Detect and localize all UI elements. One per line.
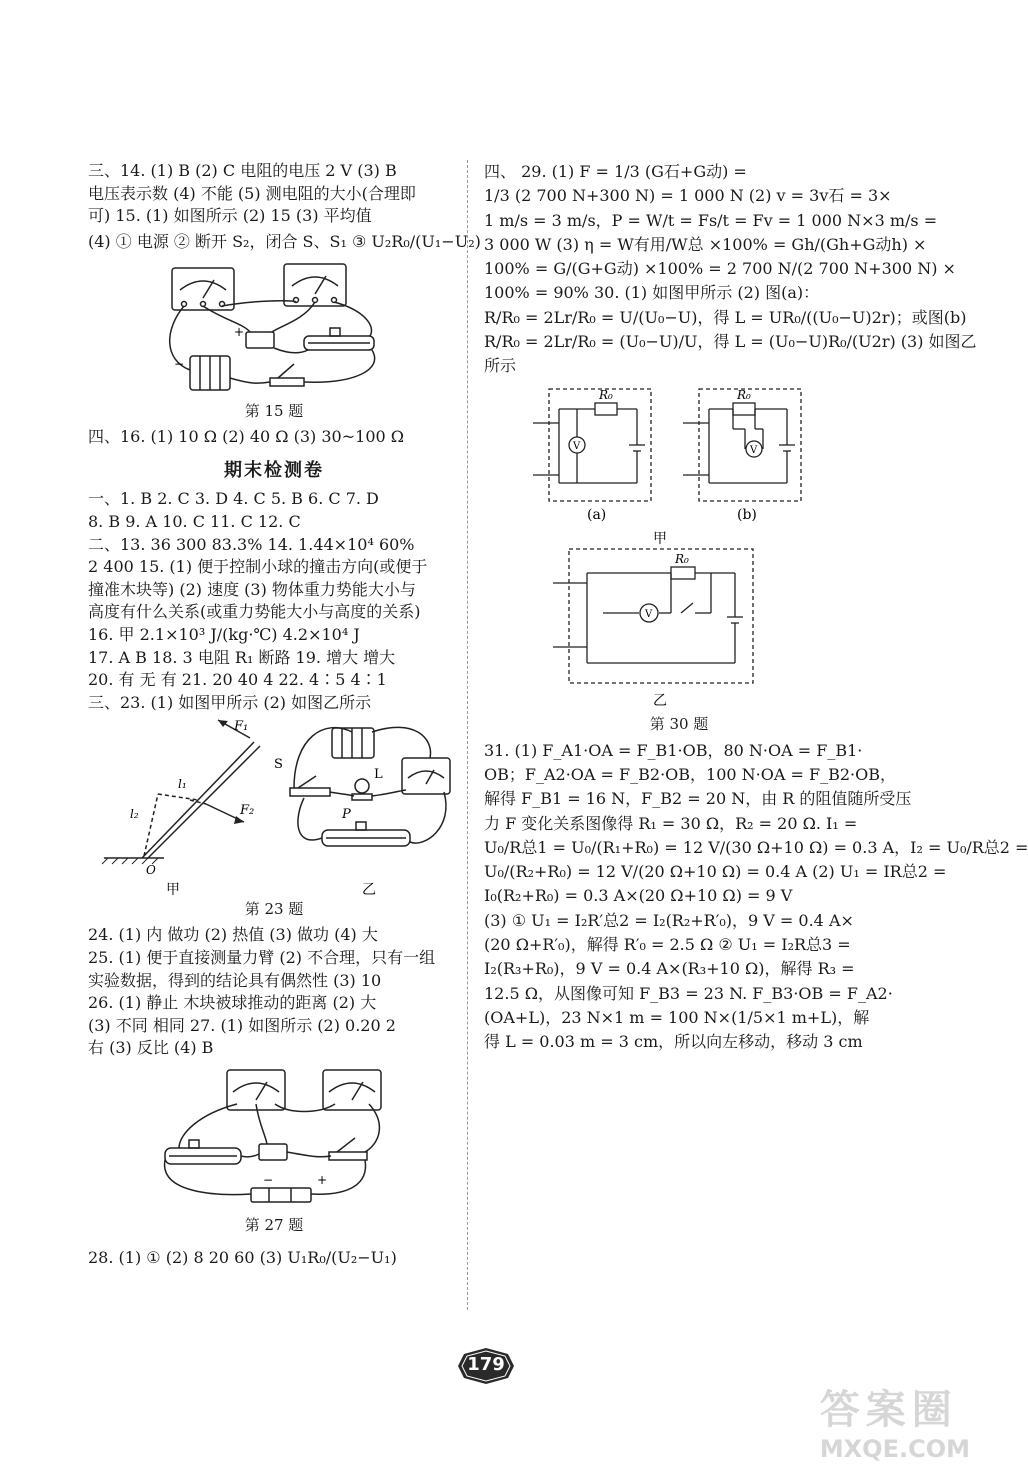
label-v: V <box>645 608 653 620</box>
label-r0: R₀ <box>675 551 689 566</box>
answer-line: 17. A B 18. 3 电阻 R₁ 断路 19. 增大 增大 <box>88 647 396 667</box>
answer-line: 26. (1) 静止 木块被球推动的距离 (2) 大 <box>88 993 377 1013</box>
column-divider <box>467 160 468 1310</box>
label-r0: R₀ <box>737 387 751 402</box>
answer-line: 28. (1) ① (2) 8 20 60 (3) U₁R₀/(U₂−U₁) <box>88 1247 397 1267</box>
figure-23 <box>94 718 454 898</box>
answer-line: 8. B 9. A 10. C 11. C 12. C <box>88 511 301 531</box>
label-s: S <box>274 757 283 773</box>
answer-line: 可) 15. (1) 如图所示 (2) 15 (3) 平均值 <box>88 206 372 226</box>
answer-line: R/R₀ = 2Lr/R₀ = U/(U₀−U)，得 L = UR₀/((U₀−U)2r)；或图(b) <box>484 307 967 327</box>
watermark <box>820 1378 970 1463</box>
answer-line: 右 (3) 反比 (4) B <box>88 1038 214 1058</box>
answer-line: 3 000 W (3) η = W有用/W总 ×100% = Gh/(Gh+G动h) × <box>484 234 927 254</box>
label-yi: 乙 <box>653 692 667 709</box>
figure-27-circuit <box>159 1064 389 1214</box>
watermark-title: 答案圈 <box>819 1387 958 1433</box>
label-v: V <box>750 444 758 456</box>
label-yi: 乙 <box>362 882 376 899</box>
answer-line: 100% = G/(G+G动) ×100% = 2 700 N/(2 700 N+300 N) × <box>484 259 956 279</box>
answer-line: 撞准木块等) (2) 速度 (3) 物体重力势能大小与 <box>88 579 416 599</box>
answer-line: 得 L = 0.03 m = 3 cm，所以向左移动，移动 3 cm <box>484 1032 863 1052</box>
label-p: P <box>342 807 351 823</box>
figure-30-circuits <box>529 383 829 713</box>
answer-line: 电压表示数 (4) 不能 (5) 测电阻的大小(合理即 <box>88 183 416 203</box>
label-o: O <box>146 863 156 878</box>
figure-caption: 第 23 题 <box>244 900 304 919</box>
label-l2: l₂ <box>130 807 139 822</box>
svg-text:+: + <box>234 324 245 339</box>
answer-line: 解得 F_B1 = 16 N，F_B2 = 20 N，由 R 的阻值随所受压 <box>484 789 912 809</box>
section-title: 期末检测卷 <box>224 460 324 482</box>
answer-line: R/R₀ = 2Lr/R₀ = (U₀−U)/U，得 L = (U₀−U)R₀/(U2r) (3) 如图乙 <box>484 332 977 352</box>
answer-line: OB；F_A2·OA = F_B2·OB，100 N·OA = F_B2·OB， <box>484 764 897 784</box>
answer-line: 25. (1) 便于直接测量力臂 (2) 不合理，只有一组 <box>88 947 436 967</box>
answer-line: I₂(R₃+R₀)，9 V = 0.4 A×(R₃+10 Ω)，解得 R₃ = <box>484 959 855 979</box>
answer-line: (3) 不同 相同 27. (1) 如图所示 (2) 0.20 2 <box>88 1015 396 1035</box>
label-r0: R₀ <box>599 387 613 402</box>
label-a: (a) <box>587 506 607 523</box>
right-column <box>484 160 1028 1055</box>
figure-caption: 第 27 题 <box>244 1215 304 1234</box>
answer-line: 20. 有 无 有 21. 20 40 4 22. 4∶5 4∶1 <box>88 670 387 690</box>
label-f2: F₂ <box>240 803 255 819</box>
answer-line: (3) ① U₁ = I₂R′总2 = I₂(R₂+R′₀)，9 V = 0.4 A× <box>484 910 854 930</box>
answer-line: U₀/R总1 = U₀/(R₁+R₀) = 12 V/(30 Ω+10 Ω) = 0.3 A，I₂ = U₀/R总2 = <box>484 837 1028 857</box>
answer-line: 24. (1) 内 做功 (2) 热值 (3) 做功 (4) 大 <box>88 925 378 945</box>
answer-line: 四、16. (1) 10 Ω (2) 40 Ω (3) 30~100 Ω <box>88 426 405 446</box>
answer-line: U₀/(R₂+R₀) = 12 V/(20 Ω+10 Ω) = 0.4 A (2) U₁ = IR总2 = <box>484 862 947 882</box>
answer-line: 二、13. 36 300 83.3% 14. 1.44×10⁴ 60% <box>88 534 415 554</box>
answer-line: 力 F 变化关系图像得 R₁ = 30 Ω，R₂ = 20 Ω. I₁ = <box>484 813 858 833</box>
answer-line: 四、 29. (1) F = 1/3 (G石+G动) = <box>484 162 747 181</box>
answer-line: (20 Ω+R′₀)，解得 R′₀ = 2.5 Ω ② U₁ = I₂R总3 = <box>484 935 851 955</box>
figure-caption: 第 30 题 <box>649 714 709 733</box>
watermark-url: MXQE.COM <box>819 1435 970 1463</box>
answer-line: 31. (1) F_A1·OA = F_B1·OB，80 N·OA = F_B1· <box>484 740 863 760</box>
answer-line: 2 400 15. (1) 便于控制小球的撞击方向(或便于 <box>88 557 428 577</box>
answer-line: 100% = 90% 30. (1) 如图甲所示 (2) 图(a)： <box>484 283 820 303</box>
figure-caption: 第 15 题 <box>244 401 304 420</box>
label-b: (b) <box>737 506 757 523</box>
answer-line: 1 m/s = 3 m/s，P = W/t = Fs/t = Fv = 1 000 N×3 m/s = <box>484 210 938 230</box>
answer-line: 1/3 (2 700 N+300 N) = 1 000 N (2) v = 3v石 = 3× <box>484 186 892 206</box>
label-l: L <box>374 767 383 783</box>
left-column <box>88 160 481 1272</box>
page-number: 179 <box>467 1354 505 1375</box>
answer-line: (4) ① 电源 ② 断开 S₂，闭合 S、S₁ ③ U₂R₀/(U₁−U₂) <box>88 231 481 251</box>
label-jia: 甲 <box>653 530 667 547</box>
answer-line: 实验数据，得到的结论具有偶然性 (3) 10 <box>88 970 382 990</box>
figure-15-circuit <box>154 260 394 400</box>
svg-text:+: + <box>317 1172 328 1187</box>
answer-line: 所示 <box>484 356 517 376</box>
answer-line: I₀(R₂+R₀) = 0.3 A×(20 Ω+10 Ω) = 9 V <box>484 886 793 906</box>
label-l1: l₁ <box>178 777 187 792</box>
page-number-badge <box>456 1346 516 1386</box>
label-v: V <box>573 440 581 452</box>
answer-line: 三、14. (1) B (2) C 电阻的电压 2 V (3) B <box>88 161 397 180</box>
label-f1: F₁ <box>234 719 249 735</box>
answer-line: 高度有什么关系(或重力势能大小与高度的关系) <box>88 602 421 622</box>
label-jia: 甲 <box>166 882 180 899</box>
answer-line: 三、23. (1) 如图甲所示 (2) 如图乙所示 <box>88 692 372 712</box>
svg-text:−: − <box>174 356 185 371</box>
answer-line: 一、1. B 2. C 3. D 4. C 5. B 6. C 7. D <box>88 489 379 509</box>
svg-text:−: − <box>263 1172 274 1187</box>
answer-line: 16. 甲 2.1×10³ J/(kg·℃) 4.2×10⁴ J <box>88 624 360 644</box>
answer-line: 12.5 Ω，从图像可知 F_B3 = 23 N. F_B3·OB = F_A2· <box>484 983 893 1003</box>
answer-line: (OA+L)，23 N×1 m = 100 N×(1/5×1 m+L)，解 <box>484 1007 870 1027</box>
